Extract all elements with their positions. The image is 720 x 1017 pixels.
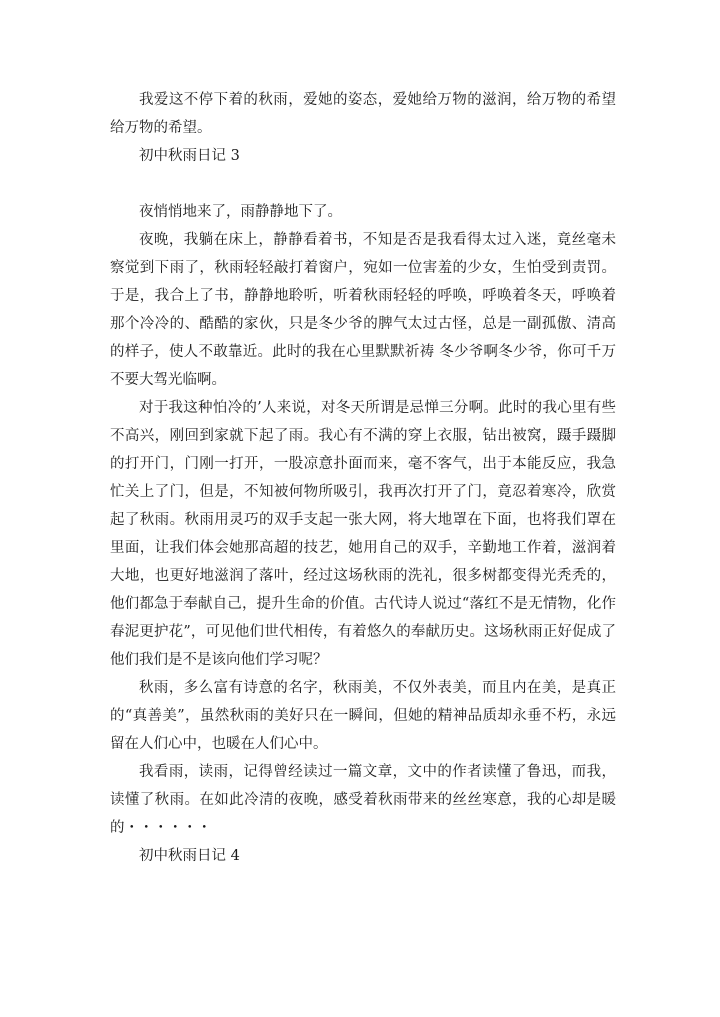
section-heading-diary-4: 初中秋雨日记 4 [139, 848, 240, 864]
paragraph-afraid-of-cold: 对于我这种怕冷的’人来说，对冬天所谓是忌惮三分啊。此时的我心里有些不高兴，刚回到家就下起了雨。我心有不满的穿上衣服，钻出被窝，蹑手蹑脚的打开门，门刚一打开，一股凉意扑面而来，毫不客气，出于本能反应，我急忙关上了门，但是，不知被何物所吸引，我再次打开了门，竟忍着寒冷，欣赏起了秋雨。秋雨用灵巧的双手支起一张大网，将大地罩在下面，也将我们罩在里面，让我们体会她那高超的技艺，她用自己的双手，辛勤地工作着，滋润着大地，也更好地滋润了落叶，经过这场秋雨的洗礼，很多树都变得光秃秃的，他们都急于奉献自己，提升生命的价值。古代诗人说过“落红不是无情物，化作春泥更护花”，可见他们世代相传，有着悠久的奉献历史。这场秋雨正好促成了他们我们是不是该向他们学习呢？ [110, 400, 616, 668]
paragraph-poetic-name: 秋雨，多么富有诗意的名字，秋雨美，不仅外表美，而且内在美，是真正的“真善美”，虽然秋雨的美好只在一瞬间，但她的精神品质却永垂不朽，永远留在人们心中，也暖在人们心中。 [110, 680, 616, 752]
paragraph-closing-love-autumn-rain: 我爱这不停下着的秋雨，爱她的姿态，爱她给万物的滋润，给万物的希望给万物的希望。 [110, 92, 616, 136]
section-heading-diary-3: 初中秋雨日记 3 [139, 148, 240, 164]
document-body [110, 86, 616, 870]
paragraph-night-came: 夜悄悄地来了，雨静静地下了。 [139, 204, 342, 220]
paragraph-night-reading: 夜晚，我躺在床上，静静看着书，不知是否是我看得太过入迷，竟丝毫未察觉到下雨了，秋雨轻轻敲打着窗户，宛如一位害羞的少女，生怕受到责罚。于是，我合上了书，静静地聆听，听着秋雨轻轻的呼唤，呼唤着冬天，呼唤着那个冷冷的、酷酷的家伙，只是冬少爷的脾气太过古怪，总是一副孤傲、清高的样子，使人不敢靠近。此时的我在心里默默祈祷 冬少爷啊冬少爷，你可千万不要大驾光临啊。 [110, 232, 616, 388]
paragraph-read-the-rain: 我看雨，读雨，记得曾经读过一篇文章，文中的作者读懂了鲁迅，而我，读懂了秋雨。在如此冷清的夜晚，感受着秋雨带来的丝丝寒意，我的心却是暖的・・・・・・ [110, 764, 616, 836]
blank-line [110, 170, 616, 198]
